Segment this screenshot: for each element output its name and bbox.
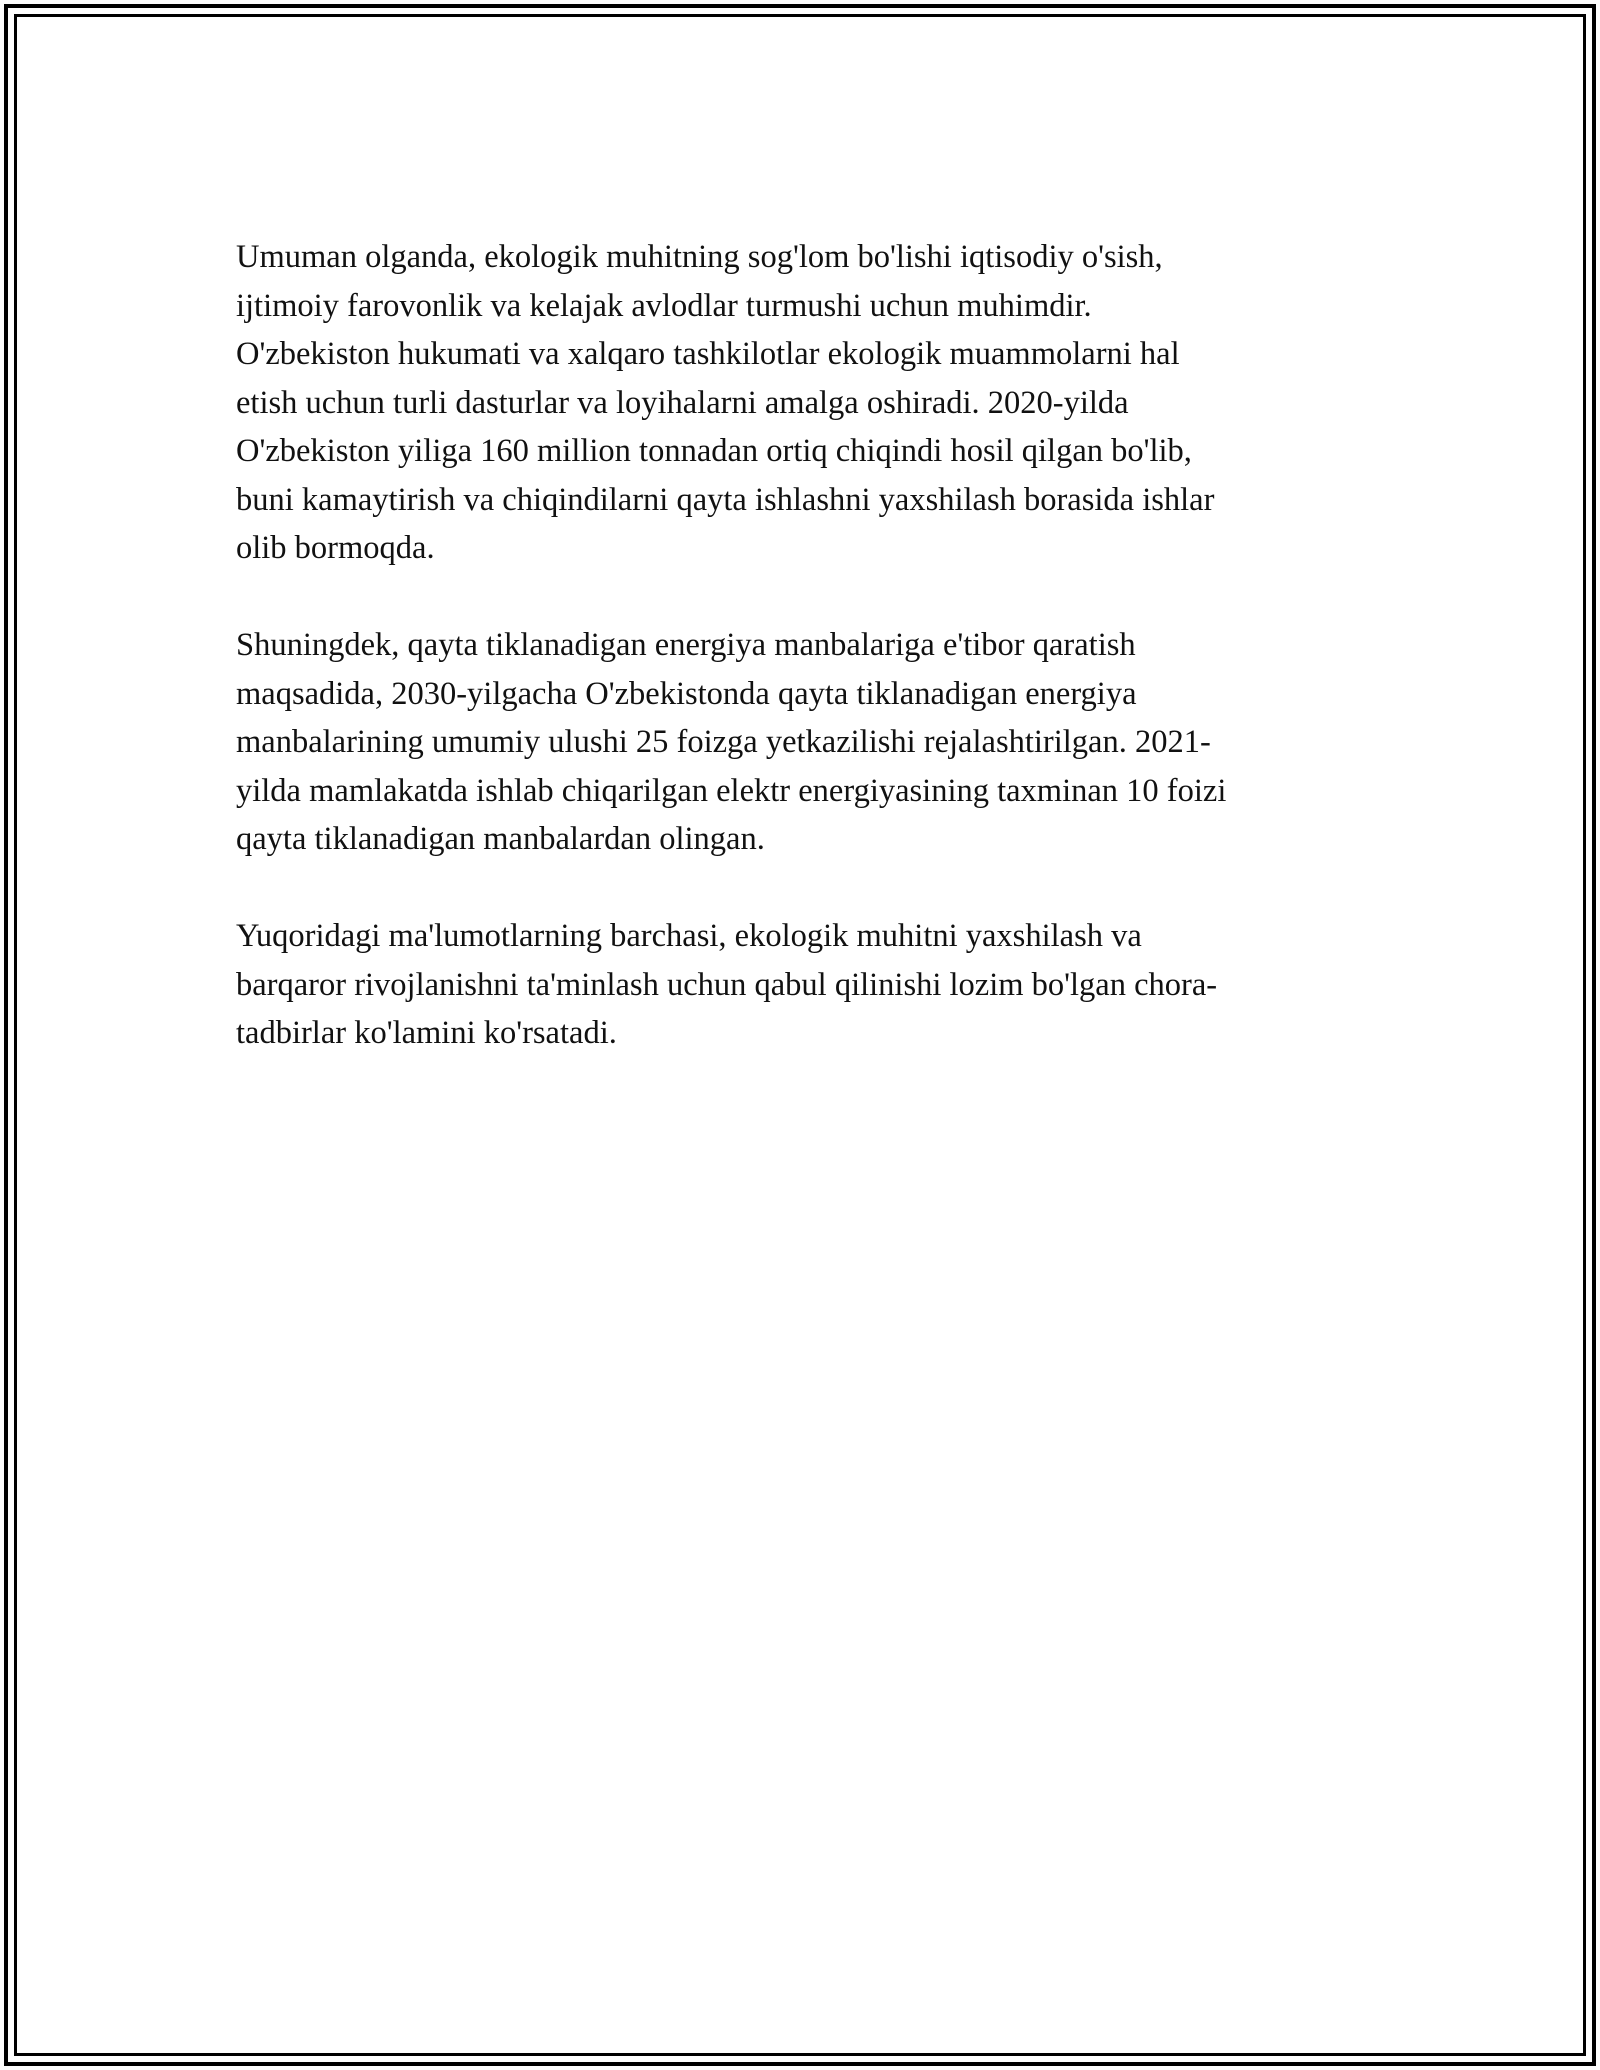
document-body <box>236 233 1356 1106</box>
paragraph-waste: Umuman olganda, ekologik muhitning sog'lom bo'lishi iqtisodiy o'sish, ijtimoiy farovonlik va kelajak avlodlar turmushi uchun muhimdir. O'zbekiston hukumati va xalqaro tashkilotlar ekologik muammolarni hal etish uchun turli dasturlar va loyihalarni amalga oshiradi. 2020-yilda O'zbekiston yiliga 160 million tonnadan ortiq chiqindi hosil qilgan bo'lib, buni kamaytirish va chiqindilarni qayta ishlashni yaxshilash borasida ishlar olib bormoqda. <box>236 239 1215 566</box>
paragraph-renewable-energy: Shuningdek, qayta tiklanadigan energiya manbalariga e'tibor qaratish maqsadida, 2030-yilgacha O'zbekistonda qayta tiklanadigan energiya manbalarining umumiy ulushi 25 foizga yetkazilishi rejalashtirilgan. 2021- yilda mamlakatda ishlab chiqarilgan elektr energiyasining taxminan 10 foizi qayta tiklanadigan manbalardan olingan. <box>236 627 1227 857</box>
paragraph-conclusion: Yuqoridagi ma'lumotlarning barchasi, ekologik muhitni yaxshilash va barqaror rivojlanishni ta'minlash uchun qabul qilinishi lozim bo'lgan chora- tadbirlar ko'lamini ko'rsatadi. <box>236 918 1218 1051</box>
